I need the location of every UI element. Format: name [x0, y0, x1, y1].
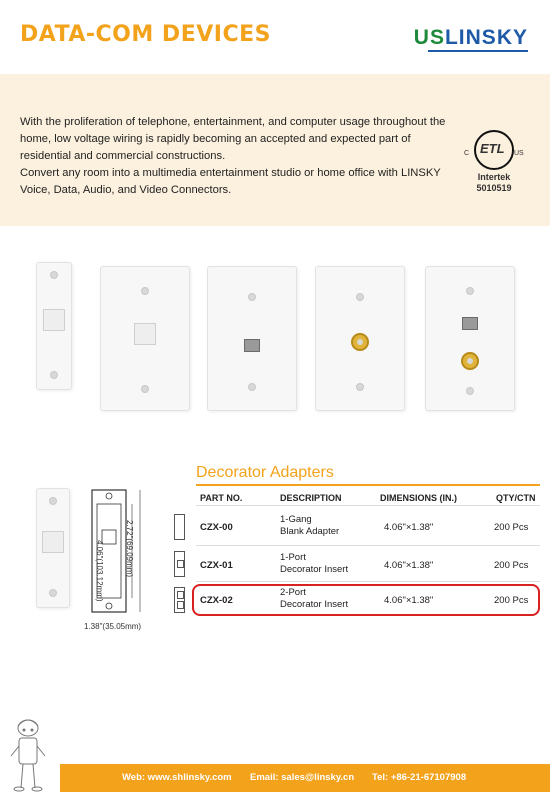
screw-icon: [466, 287, 474, 295]
footer-web[interactable]: Web: www.shlinsky.com: [122, 772, 232, 783]
table-divider: [196, 545, 540, 546]
dimension-height-inner: 2.72"(69.09mm): [125, 520, 134, 578]
footer-email[interactable]: Email: sales@linsky.cn: [250, 772, 355, 783]
header-part-no: PART NO.: [200, 493, 243, 503]
wallplate-phone-jack-photo: [207, 266, 297, 411]
etl-c-label: C: [464, 150, 470, 157]
table-divider: [196, 581, 540, 582]
intro-paragraph-2: Convert any room into a multimedia entertainment studio or home office with LINSKY Voice, Data, Audio, and Video Connectors.: [20, 167, 441, 196]
table-divider: [196, 505, 540, 506]
decorator-adapter-photo: [36, 488, 70, 608]
port-icon: [177, 601, 184, 609]
description-line-1: 2-Port: [280, 587, 306, 598]
table-title-rule: [196, 484, 540, 486]
header-description: DESCRIPTION: [280, 493, 342, 503]
keystone-port-icon: [43, 309, 65, 331]
part-number: CZX-00: [200, 522, 233, 533]
description-line-2: Decorator Insert: [280, 599, 349, 610]
port-icon: [177, 560, 184, 568]
table-title: Decorator Adapters: [196, 464, 334, 481]
screw-icon: [356, 293, 364, 301]
part-number: CZX-01: [200, 560, 233, 571]
coax-connector-icon: [351, 333, 369, 351]
dimensions: 4.06"×1.38": [384, 595, 434, 606]
screw-icon: [466, 387, 474, 395]
screw-icon: [50, 271, 58, 279]
etl-lab-text: [464, 172, 524, 194]
description-line-2: Decorator Insert: [280, 564, 349, 575]
dimension-height-outer: 4.06"(103.12mm): [95, 540, 104, 602]
etl-us-label: US: [514, 150, 524, 157]
part-thumbnail: [174, 587, 185, 613]
port-icon: [177, 591, 184, 599]
screw-icon: [49, 589, 57, 597]
phone-jack-icon: [462, 317, 478, 330]
etl-certification-mark: [464, 126, 524, 196]
dimension-width: 1.38"(35.05mm): [84, 622, 142, 631]
part-number: CZX-02: [200, 595, 233, 606]
logo-us-text: US: [413, 26, 445, 49]
decorator-insert-photo: [36, 262, 72, 390]
intro-paragraph-1: With the proliferation of telephone, entertainment, and computer usage throughout the home, low voltage wiring is rapidly becoming an accepted and expected part of residential and commercial constructions.: [20, 116, 446, 162]
screw-icon: [248, 383, 256, 391]
dimension-drawing: [80, 486, 150, 616]
description-line-1: 1-Port: [280, 552, 306, 563]
wallplate-phone-coax-photo: [425, 266, 515, 411]
header-dimensions: DIMENSIONS (IN.): [380, 493, 458, 503]
quantity: 200 Pcs: [494, 560, 529, 571]
screw-icon: [248, 293, 256, 301]
description-line-2: Blank Adapter: [280, 526, 340, 537]
part-thumbnail: [174, 551, 185, 577]
etl-lab-name: Intertek: [477, 172, 511, 182]
dimensions: 4.06"×1.38": [384, 522, 434, 533]
footer-tel: Tel: +86-21-67107908: [372, 772, 467, 783]
mascot-figure-icon: [8, 712, 48, 794]
screw-icon: [356, 383, 364, 391]
screw-icon: [49, 497, 57, 505]
coax-connector-icon: [461, 352, 479, 370]
page-title: DATA-COM DEVICES: [20, 22, 271, 47]
description-line-1: 1-Gang: [280, 514, 312, 525]
contact-footer: [60, 764, 550, 792]
wallplate-coax-photo: [315, 266, 405, 411]
screw-icon: [141, 385, 149, 393]
wallplate-keystone-photo: [100, 266, 190, 411]
etl-circle-icon: [474, 130, 514, 170]
keystone-port-icon: [134, 323, 156, 345]
screw-icon: [141, 287, 149, 295]
phone-jack-icon: [244, 339, 260, 352]
etl-mark-text: ETL: [480, 141, 505, 156]
logo-linsky-text: LINSKY: [444, 26, 528, 49]
screw-icon: [50, 371, 58, 379]
quantity: 200 Pcs: [494, 595, 529, 606]
part-thumbnail: [174, 514, 185, 540]
etl-lab-number: 5010519: [476, 183, 512, 193]
header-qty: QTY/CTN: [496, 493, 536, 503]
logo-underline: [428, 50, 528, 52]
dimensions: 4.06"×1.38": [384, 560, 434, 571]
highlighted-row-outline: [192, 584, 540, 616]
brand-logo: [414, 26, 528, 50]
quantity: 200 Pcs: [494, 522, 529, 533]
keystone-port-icon: [42, 531, 64, 553]
